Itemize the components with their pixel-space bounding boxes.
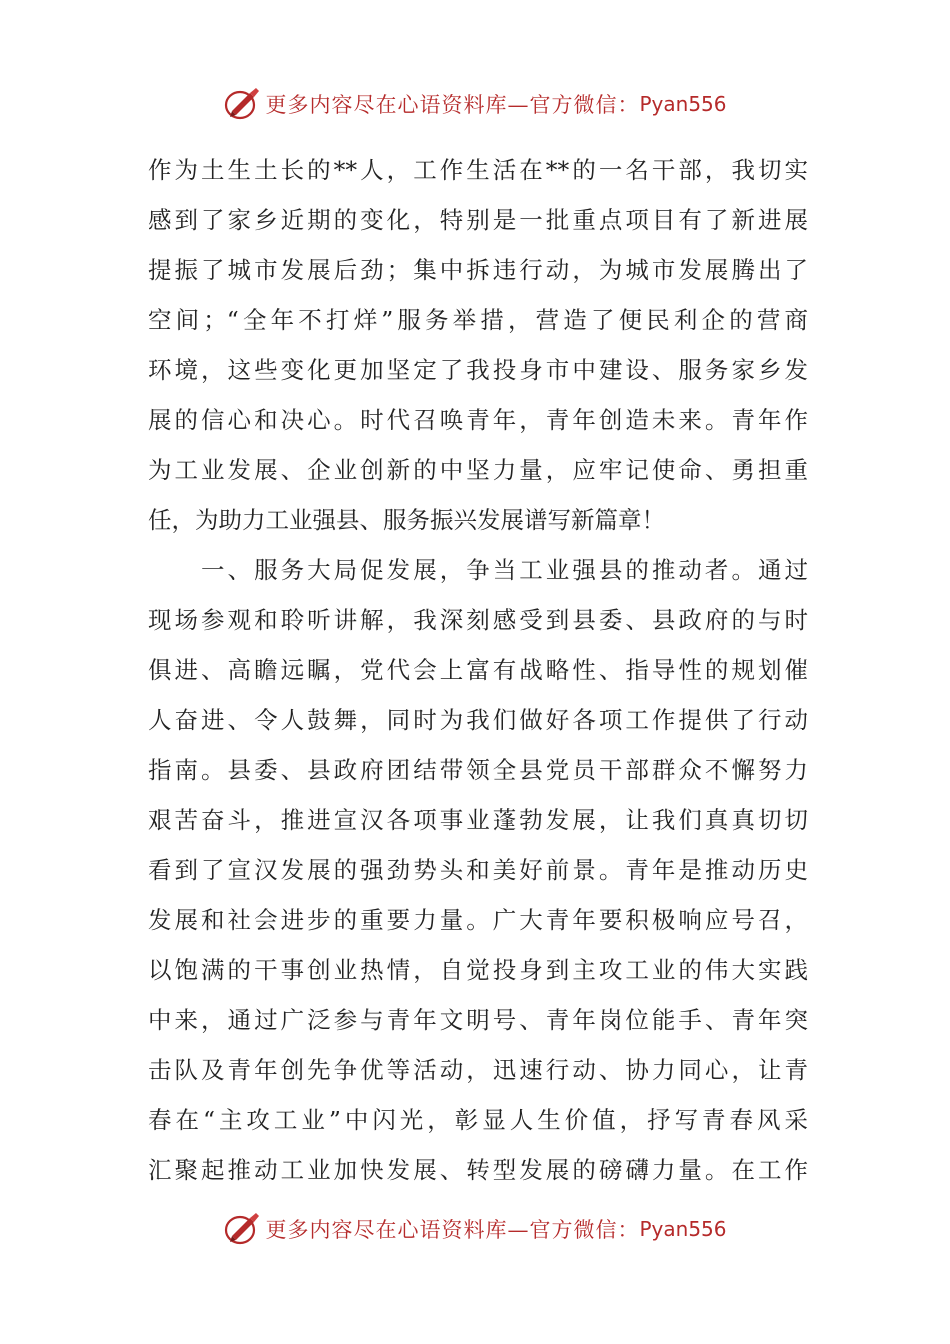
text-line: 作为土生土长的**人，工作生活在**的一名干部，我切实 bbox=[148, 156, 808, 184]
text-line: 艰苦奋斗，推进宣汉各项事业蓬勃发展，让我们真真切切 bbox=[148, 806, 808, 834]
text-line: 感到了家乡近期的变化，特别是一批重点项目有了新进展 bbox=[148, 206, 808, 234]
text-line: 击队及青年创先争优等活动，迅速行动、协力同心，让青 bbox=[148, 1056, 808, 1084]
footer-banner-text: 更多内容尽在心语资料库—官方微信： bbox=[265, 1218, 640, 1242]
text-line: 发展和社会进步的重要力量。广大青年要积极响应号召， bbox=[148, 906, 808, 934]
header-banner bbox=[0, 84, 950, 124]
text-line: 看到了宣汉发展的强劲势头和美好前景。青年是推动历史 bbox=[148, 856, 808, 884]
pen-logo-icon bbox=[223, 86, 263, 122]
header-wechat-id: Pyan556 bbox=[639, 92, 727, 116]
text-line: 俱进、高瞻远瞩，党代会上富有战略性、指导性的规划催 bbox=[148, 656, 808, 684]
footer-banner bbox=[0, 1209, 950, 1249]
text-line: 春在“主攻工业”中闪光，彰显人生价值，抒写青春风采 bbox=[148, 1106, 808, 1134]
text-line: 人奋进、令人鼓舞，同时为我们做好各项工作提供了行动 bbox=[148, 706, 808, 734]
text-line: 空间；“全年不打烊”服务举措，营造了便民利企的营商 bbox=[148, 306, 808, 334]
text-line: 指南。县委、县政府团结带领全县党员干部群众不懈努力 bbox=[148, 756, 808, 784]
text-line: 现场参观和聆听讲解，我深刻感受到县委、县政府的与时 bbox=[148, 606, 808, 634]
text-line: 任，为助力工业强县、服务振兴发展谱写新篇章！ bbox=[148, 506, 665, 534]
pen-logo-icon bbox=[223, 1211, 263, 1247]
text-line: 展的信心和决心。时代召唤青年，青年创造未来。青年作 bbox=[148, 406, 808, 434]
text-line: 提振了城市发展后劲；集中拆违行动，为城市发展腾出了 bbox=[148, 256, 808, 284]
text-line: 以饱满的干事创业热情，自觉投身到主攻工业的伟大实践 bbox=[148, 956, 808, 984]
section-heading-line: 一、服务大局促发展，争当工业强县的推动者。通过 bbox=[148, 556, 808, 584]
footer-wechat-id: Pyan556 bbox=[639, 1217, 727, 1241]
text-line: 为工业发展、企业创新的中坚力量，应牢记使命、勇担重 bbox=[148, 456, 808, 484]
text-line: 中来，通过广泛参与青年文明号、青年岗位能手、青年突 bbox=[148, 1006, 808, 1034]
text-line: 汇聚起推动工业加快发展、转型发展的磅礴力量。在工作 bbox=[148, 1156, 808, 1184]
header-banner-text: 更多内容尽在心语资料库—官方微信： bbox=[265, 93, 640, 117]
text-line: 环境，这些变化更加坚定了我投身市中建设、服务家乡发 bbox=[148, 356, 808, 384]
